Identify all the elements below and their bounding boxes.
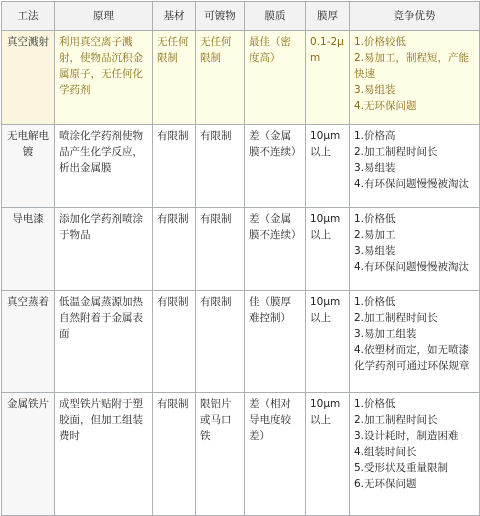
advantage-item: 5.受形状及重量限制 — [354, 462, 449, 474]
substrate-cell: 无任何限制 — [153, 31, 196, 125]
advantage-item: 2.易加工 — [354, 229, 396, 241]
thickness-cell: 0.1-2μm — [306, 31, 350, 125]
advantages-cell — [350, 291, 480, 393]
thickness-cell: 10μm以上 — [306, 208, 350, 291]
advantage-item: 1.价格较低 — [354, 36, 407, 48]
advantage-item: 4.有环保问题慢慢被淘汰 — [354, 178, 470, 190]
thickness-cell: 10μm以上 — [306, 125, 350, 208]
header-platable: 可镀物 — [196, 2, 245, 31]
advantage-item: 4.有环保问题慢慢被淘汰 — [354, 261, 470, 273]
platable-cell: 无任何限制 — [196, 31, 245, 125]
header-advantages: 竞争优势 — [350, 2, 480, 31]
substrate-cell: 有限制 — [153, 125, 196, 208]
process-comparison-table — [1, 1, 480, 516]
advantage-item: 2.易加工，制程短，产能快速 — [354, 52, 470, 80]
platable-cell: 有限制 — [196, 208, 245, 291]
substrate-cell: 有限制 — [153, 291, 196, 393]
table-row — [2, 291, 480, 393]
principle-cell: 低温金属蒸源加热自然附着于金属表面 — [55, 291, 153, 393]
principle-cell: 喷涂化学药剂使物品产生化学反应，析出金属膜 — [55, 125, 153, 208]
principle-cell: 利用真空离子溅射，使物品沉积金属原子，无任何化学药剂 — [55, 31, 153, 125]
advantages-cell — [350, 208, 480, 291]
platable-cell: 有限制 — [196, 291, 245, 393]
advantage-item: 3.易组装 — [354, 162, 396, 174]
advantage-item: 2.加工制程时间长 — [354, 414, 438, 426]
header-method: 工法 — [2, 2, 55, 31]
advantage-item: 6.无环保问题 — [354, 478, 417, 490]
advantage-item: 3.设计耗时，制造困难 — [354, 430, 459, 442]
method-cell: 金属铁片 — [2, 393, 55, 516]
advantage-item: 3.易加工组装 — [354, 328, 417, 340]
advantage-item: 1.价格低 — [354, 296, 396, 308]
film-quality-cell: 佳（膜厚难控制） — [245, 291, 306, 393]
header-thickness: 膜厚 — [306, 2, 350, 31]
principle-cell: 添加化学药剂喷涂于物品 — [55, 208, 153, 291]
advantages-cell — [350, 393, 480, 516]
advantage-item: 2.加工制程时间长 — [354, 146, 438, 158]
principle-cell: 成型铁片贴附于塑胶面，但加工组装费时 — [55, 393, 153, 516]
film-quality-cell: 最佳（密度高） — [245, 31, 306, 125]
advantage-item: 2.加工制程时间长 — [354, 312, 438, 324]
substrate-cell: 有限制 — [153, 393, 196, 516]
method-cell: 真空溅射 — [2, 31, 55, 125]
platable-cell: 有限制 — [196, 125, 245, 208]
table-row — [2, 125, 480, 208]
thickness-cell: 10μm以上 — [306, 291, 350, 393]
method-cell: 导电漆 — [2, 208, 55, 291]
header-row — [2, 2, 480, 31]
advantages-cell — [350, 31, 480, 125]
header-principle: 原理 — [55, 2, 153, 31]
header-film-quality: 膜质 — [245, 2, 306, 31]
substrate-cell: 有限制 — [153, 208, 196, 291]
film-quality-cell: 差（金属膜不连续） — [245, 125, 306, 208]
advantage-item: 1.价格高 — [354, 130, 396, 142]
table-row — [2, 31, 480, 125]
film-quality-cell: 差（相对导电度较差） — [245, 393, 306, 516]
advantage-item: 1.价格低 — [354, 398, 396, 410]
advantage-item: 3.易组装 — [354, 84, 396, 96]
advantage-item: 1.价格低 — [354, 213, 396, 225]
advantages-cell — [350, 125, 480, 208]
advantage-item: 4.依塑材而定，如无喷漆化学药剂可通过环保规章 — [354, 344, 470, 372]
film-quality-cell: 差（金属膜不连续） — [245, 208, 306, 291]
platable-cell: 限铝片或马口铁 — [196, 393, 245, 516]
header-substrate: 基材 — [153, 2, 196, 31]
thickness-cell: 10μm以上 — [306, 393, 350, 516]
advantage-item: 4.无环保问题 — [354, 100, 417, 112]
advantage-item: 3.易组装 — [354, 245, 396, 257]
method-cell: 无电解电镀 — [2, 125, 55, 208]
table-row — [2, 393, 480, 516]
method-cell: 真空蒸着 — [2, 291, 55, 393]
advantage-item: 4.组装时间长 — [354, 446, 417, 458]
table-row — [2, 208, 480, 291]
